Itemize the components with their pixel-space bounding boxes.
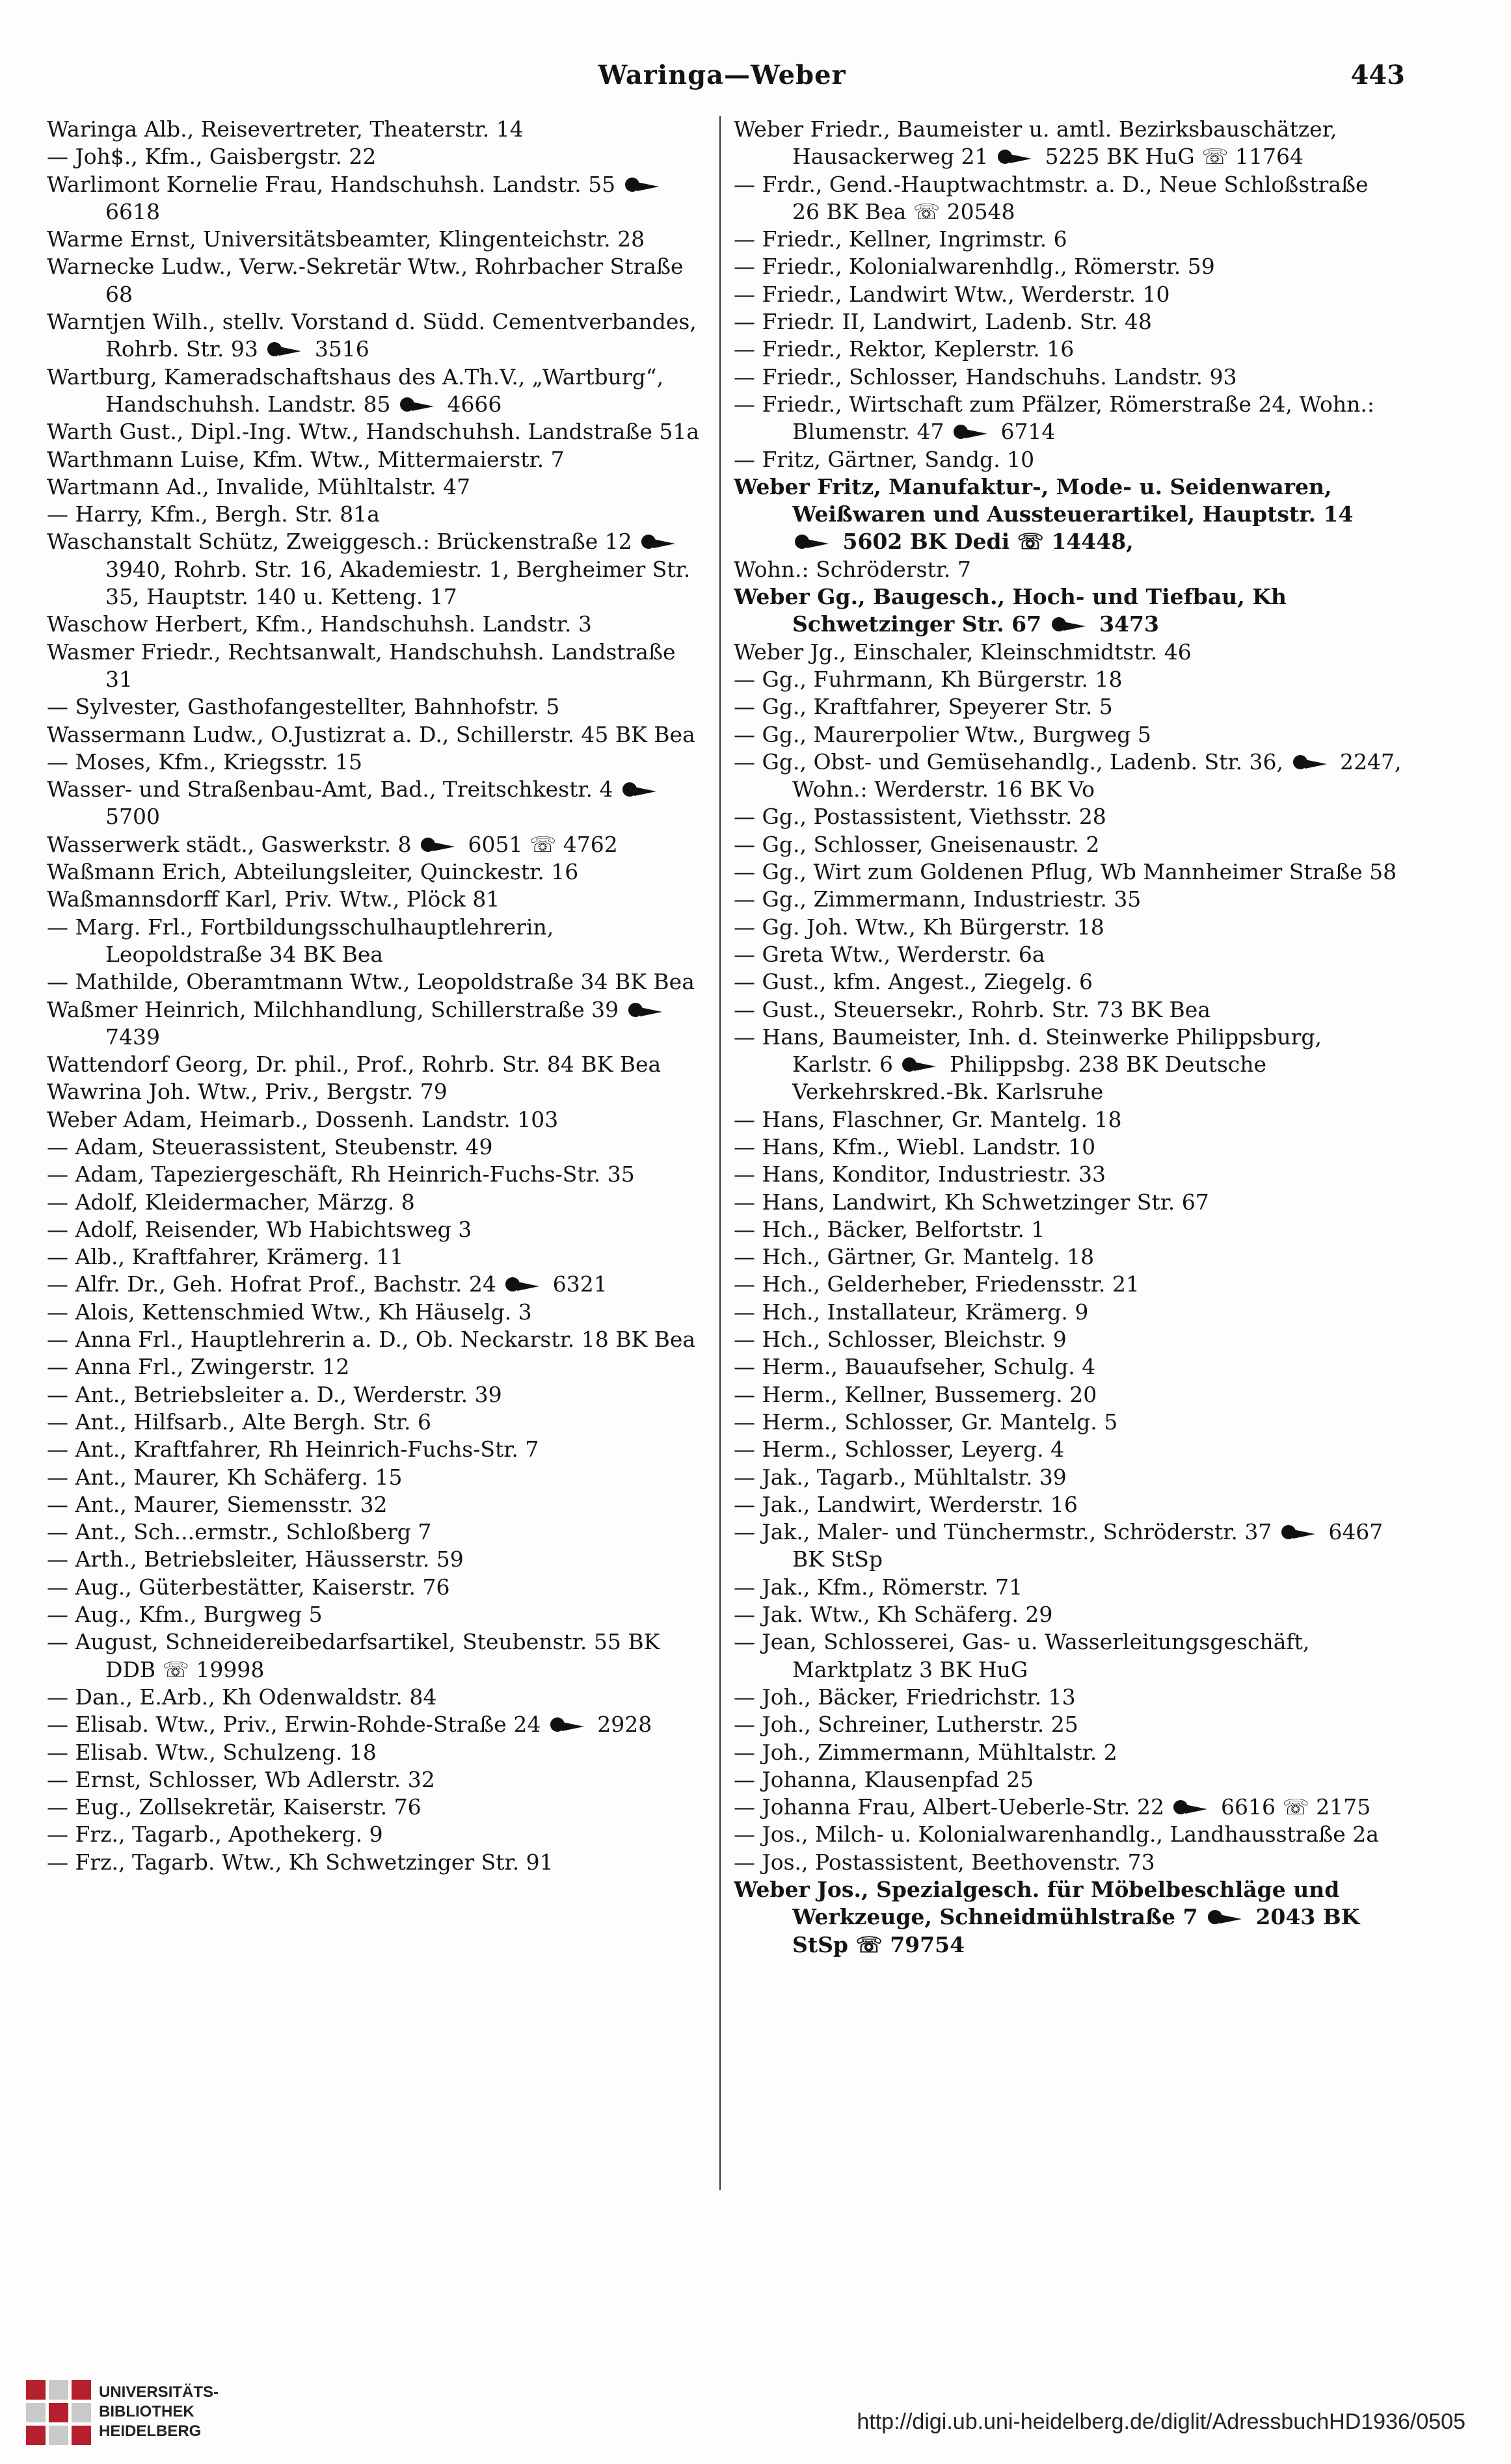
directory-entry: — Aug., Güterbestätter, Kaiserstr. 76 [47, 1574, 450, 1600]
directory-entry: Wasserwerk städt., Gaswerkstr. 8 6051 ☏ 4762 [47, 831, 618, 857]
library-name-line: BIBLIOTHEK [99, 2403, 194, 2420]
directory-entry: Weber Friedr., Baumeister u. amtl. Bezirksbauschätzer, Hausackerweg 21 5225 BK HuG ☏ 11764 [734, 116, 1337, 170]
directory-entry: — Hch., Schlosser, Bleichstr. 9 [734, 1327, 1067, 1353]
library-logo[interactable] [26, 2380, 241, 2452]
directory-entry: — Alb., Kraftfahrer, Krämerg. 11 [47, 1244, 404, 1270]
directory-entry: — Johanna Frau, Albert-Ueberle-Str. 22 6616 ☏ 2175 [734, 1794, 1371, 1820]
column-divider [719, 116, 721, 2190]
left-column [47, 116, 707, 2191]
telephone-icon [267, 341, 305, 358]
directory-entry: — Herm., Bauaufseher, Schulg. 4 [734, 1354, 1096, 1380]
directory-entry: — Hch., Gelderheber, Friedensstr. 21 [734, 1271, 1140, 1297]
telephone-icon [625, 176, 663, 193]
directory-entry: — Gg., Maurerpolier Wtw., Burgweg 5 [734, 721, 1151, 747]
directory-entry: — Alfr. Dr., Geh. Hofrat Prof., Bachstr. 24 6321 [47, 1271, 608, 1297]
directory-entry: — Joh., Schreiner, Lutherstr. 25 [734, 1712, 1078, 1738]
directory-entry: — Hans, Baumeister, Inh. d. Steinwerke Philippsburg, Karlstr. 6 Philippsbg. 238 BK Deutsche Verkehrskred.-Bk. Karlsruhe [734, 1024, 1322, 1105]
library-name [99, 2383, 219, 2441]
telephone-icon [628, 1001, 666, 1018]
directory-entry: — Friedr., Wirtschaft zum Pfälzer, Römerstraße 24, Wohn.: Blumenstr. 47 6714 [734, 391, 1374, 445]
directory-entry: — Friedr., Schlosser, Handschuhs. Landstr. 93 [734, 364, 1237, 390]
directory-entry: — Herm., Schlosser, Gr. Mantelg. 5 [734, 1409, 1118, 1435]
directory-entry: — Gg., Obst- und Gemüsehandlg., Ladenb. Str. 36, 2247, Wohn.: Werderstr. 16 BK Vo [734, 748, 1402, 802]
directory-entry: Wohn.: Schröderstr. 7 [734, 556, 971, 582]
directory-entry: Waßmannsdorff Karl, Priv. Wtw., Plöck 81 [47, 886, 500, 912]
directory-entry: — Jak., Kfm., Römerstr. 71 [734, 1574, 1023, 1600]
telephone-icon [998, 148, 1036, 165]
directory-entry: — Hch., Installateur, Krämerg. 9 [734, 1299, 1089, 1325]
page-header [39, 60, 1405, 99]
directory-entry: — Friedr., Rektor, Keplerstr. 16 [734, 336, 1075, 362]
directory-entry: — Harry, Kfm., Bergh. Str. 81a [47, 501, 380, 527]
telephone-icon [1173, 1799, 1211, 1816]
directory-entry: — Herm., Schlosser, Leyerg. 4 [734, 1437, 1065, 1463]
directory-entry: Wartburg, Kameradschaftshaus des A.Th.V., „Wartburg“, Handschuhsh. Landstr. 85 4666 [47, 364, 664, 417]
directory-entry: — Adam, Tapeziergeschäft, Rh Heinrich-Fuchs-Str. 35 [47, 1161, 635, 1187]
directory-entry: — Adolf, Reisender, Wb Habichtsweg 3 [47, 1216, 472, 1242]
directory-entry: — Adolf, Kleidermacher, Märzg. 8 [47, 1189, 415, 1215]
directory-entry: — Aug., Kfm., Burgweg 5 [47, 1602, 323, 1628]
directory-entry: — Gg. Joh. Wtw., Kh Bürgerstr. 18 [734, 914, 1104, 940]
directory-entry: — Joh., Bäcker, Friedrichstr. 13 [734, 1684, 1076, 1710]
directory-entry: — Friedr., Kellner, Ingrimstr. 6 [734, 226, 1067, 252]
library-name-line: HEIDELBERG [99, 2422, 202, 2440]
source-url-link[interactable]: http://digi.ub.uni-heidelberg.de/diglit/AdressbuchHD1936/0505 [857, 2409, 1465, 2434]
directory-entry: — Adam, Steuerassistent, Steubenstr. 49 [47, 1133, 493, 1159]
directory-entry: — Herm., Kellner, Bussemerg. 20 [734, 1381, 1097, 1407]
directory-entry: — Jean, Schlosserei, Gas- u. Wasserleitungsgeschäft, Marktplatz 3 BK HuG [734, 1629, 1310, 1682]
directory-entry: — Gg., Fuhrmann, Kh Bürgerstr. 18 [734, 666, 1123, 692]
directory-entry: — Marg. Frl., Fortbildungsschulhauptlehrerin, Leopoldstraße 34 BK Bea [47, 914, 554, 967]
directory-entry: — Hans, Konditor, Industriestr. 33 [734, 1161, 1106, 1187]
directory-entry: — Ant., Betriebsleiter a. D., Werderstr. 39 [47, 1381, 502, 1407]
directory-entry: — Jak. Wtw., Kh Schäferg. 29 [734, 1602, 1053, 1628]
directory-entry: — Elisab. Wtw., Priv., Erwin-Rohde-Straße 24 2928 [47, 1712, 652, 1738]
directory-entry: Wawrina Joh. Wtw., Priv., Bergstr. 79 [47, 1079, 448, 1105]
directory-entry: — Ant., Hilfsarb., Alte Bergh. Str. 6 [47, 1409, 431, 1435]
directory-entry: — Anna Frl., Hauptlehrerin a. D., Ob. Neckarstr. 18 BK Bea [47, 1327, 696, 1353]
directory-entry: — Anna Frl., Zwingerstr. 12 [47, 1354, 350, 1380]
running-title: Waringa—Weber [598, 60, 846, 90]
directory-entry: — Gg., Zimmermann, Industriestr. 35 [734, 886, 1142, 912]
directory-entry: — Hans, Kfm., Wiebl. Landstr. 10 [734, 1133, 1096, 1159]
directory-entry: — Eug., Zollsekretär, Kaiserstr. 76 [47, 1794, 421, 1820]
directory-entry: — Ant., Maurer, Kh Schäferg. 15 [47, 1464, 403, 1490]
directory-entry: — Ernst, Schlosser, Wb Adlerstr. 32 [47, 1766, 435, 1792]
directory-entry: Waßmann Erich, Abteilungsleiter, Quinckestr. 16 [47, 859, 579, 885]
directory-entry: — Hans, Landwirt, Kh Schwetzinger Str. 67 [734, 1189, 1209, 1215]
telephone-icon [1293, 754, 1331, 771]
telephone-icon [505, 1276, 543, 1293]
telephone-icon [1208, 1909, 1246, 1926]
directory-entry: — Frz., Tagarb., Apothekerg. 9 [47, 1822, 383, 1848]
directory-entry: — Hch., Bäcker, Belfortstr. 1 [734, 1216, 1045, 1242]
directory-entry: — Friedr., Landwirt Wtw., Werderstr. 10 [734, 281, 1170, 307]
directory-entry: Warth Gust., Dipl.-Ing. Wtw., Handschuhsh. Landstraße 51a [47, 419, 700, 445]
directory-entry: — Johanna, Klausenpfad 25 [734, 1766, 1034, 1792]
directory-entry: — August, Schneidereibedarfsartikel, Steubenstr. 55 BK DDB ☏ 19998 [47, 1629, 660, 1682]
directory-entry: — Jos., Postassistent, Beethovenstr. 73 [734, 1849, 1155, 1875]
telephone-icon [1052, 616, 1090, 633]
telephone-icon [550, 1716, 588, 1733]
directory-entry: — Hans, Flaschner, Gr. Mantelg. 18 [734, 1106, 1122, 1132]
directory-entry: — Jak., Landwirt, Werderstr. 16 [734, 1491, 1078, 1517]
directory-entry: — Hch., Gärtner, Gr. Mantelg. 18 [734, 1244, 1095, 1270]
telephone-icon [641, 533, 679, 550]
directory-entry: Waschow Herbert, Kfm., Handschuhsh. Landstr. 3 [47, 611, 592, 637]
directory-entry: — Friedr. II, Landwirt, Ladenb. Str. 48 [734, 309, 1152, 335]
directory-entry: Warme Ernst, Universitätsbeamter, Klingenteichstr. 28 [47, 226, 645, 252]
directory-entry: Wartmann Ad., Invalide, Mühltalstr. 47 [47, 473, 471, 499]
directory-entry: — Jak., Tagarb., Mühltalstr. 39 [734, 1464, 1067, 1490]
directory-entry: — Gust., kfm. Angest., Ziegelg. 6 [734, 969, 1093, 995]
directory-entry: — Ant., Kraftfahrer, Rh Heinrich-Fuchs-Str. 7 [47, 1437, 539, 1463]
directory-entry: Waßmer Heinrich, Milchhandlung, Schillerstraße 39 7439 [47, 996, 707, 1052]
right-column [734, 116, 1402, 2191]
page-footer [0, 2335, 1511, 2464]
directory-entry: Weber Adam, Heimarb., Dossenh. Landstr. 103 [47, 1106, 559, 1132]
directory-entry: Warntjen Wilh., stellv. Vorstand d. Südd. Cementverbandes, Rohrb. Str. 93 3516 [47, 309, 697, 362]
directory-entry: — Jos., Milch- u. Kolonialwarenhandlg., Landhausstraße 2a [734, 1822, 1379, 1848]
directory-entry: — Dan., E.Arb., Kh Odenwaldstr. 84 [47, 1684, 437, 1710]
directory-entry: Waschanstalt Schütz, Zweiggesch.: Brückenstraße 12 3940, Rohrb. Str. 16, Akademiestr. 1, Bergheimer Str. 35, Hauptstr. 140 u. Ketteng. 17 [47, 529, 691, 610]
telephone-icon [622, 781, 660, 798]
directory-entry: — Joh$., Kfm., Gaisbergstr. 22 [47, 144, 377, 170]
directory-entry: — Mathilde, Oberamtmann Wtw., Leopoldstraße 34 BK Bea [47, 969, 695, 995]
telephone-icon [421, 836, 459, 853]
directory-entry: Waringa Alb., Reisevertreter, Theaterstr. 14 [47, 116, 524, 142]
directory-entry-advert: Weber Jos., Spezialgesch. für Möbelbeschläge und Werkzeuge, Schneidmühlstraße 7 2043 BK StSp ☏ 79754 [734, 1877, 1360, 1957]
directory-entry: — Gg., Schlosser, Gneisenaustr. 2 [734, 831, 1100, 857]
directory-entry: — Greta Wtw., Werderstr. 6a [734, 941, 1045, 967]
telephone-icon [400, 396, 438, 413]
telephone-icon [1281, 1524, 1319, 1541]
directory-entry: — Gg., Kraftfahrer, Speyerer Str. 5 [734, 694, 1113, 720]
directory-entry: — Frdr., Gend.-Hauptwachtmstr. a. D., Neue Schloßstraße 26 BK Bea ☏ 20548 [734, 171, 1369, 224]
directory-entry: — Elisab. Wtw., Schulzeng. 18 [47, 1739, 377, 1765]
directory-entry: Warlimont Kornelie Frau, Handschuhsh. Landstr. 55 6618 [47, 171, 707, 226]
directory-entry-advert: Weber Fritz, Manufaktur-, Mode- u. Seidenwaren, Weißwaren und Aussteuerartikel, Hauptstr. 14 5602 BK Dedi ☏ 14448, [734, 473, 1354, 555]
directory-entry: — Sylvester, Gasthofangestellter, Bahnhofstr. 5 [47, 694, 560, 720]
directory-entry: Warthmann Luise, Kfm. Wtw., Mittermaierstr. 7 [47, 446, 565, 472]
directory-entry: — Gust., Steuersekr., Rohrb. Str. 73 BK Bea [734, 996, 1210, 1022]
directory-entry: Weber Jg., Einschaler, Kleinschmidtstr. 46 [734, 639, 1192, 665]
directory-entry: — Gg., Wirt zum Goldenen Pflug, Wb Mannheimer Straße 58 [734, 859, 1397, 885]
directory-entry: Warnecke Ludw., Verw.-Sekretär Wtw., Rohrbacher Straße 68 [47, 254, 684, 307]
telephone-icon [902, 1056, 940, 1073]
library-seal-icon [26, 2380, 91, 2452]
telephone-icon [954, 423, 991, 440]
library-name-line: UNIVERSITÄTS- [99, 2383, 219, 2401]
directory-entry-advert: Weber Gg., Baugesch., Hoch- und Tiefbau, Kh Schwetzinger Str. 67 3473 [734, 584, 1287, 637]
directory-entry: Wattendorf Georg, Dr. phil., Prof., Rohrb. Str. 84 BK Bea [47, 1052, 662, 1078]
directory-entry: Wasser- und Straßenbau-Amt, Bad., Treitschkestr. 4 5700 [47, 776, 707, 831]
directory-entry: — Moses, Kfm., Kriegsstr. 15 [47, 748, 363, 775]
directory-entry: — Fritz, Gärtner, Sandg. 10 [734, 446, 1035, 472]
directory-entry: Wassermann Ludw., O.Justizrat a. D., Schillerstr. 45 BK Bea [47, 721, 695, 747]
telephone-icon [795, 533, 833, 550]
directory-entry: — Alois, Kettenschmied Wtw., Kh Häuselg. 3 [47, 1299, 532, 1325]
directory-entry: — Frz., Tagarb. Wtw., Kh Schwetzinger Str. 91 [47, 1849, 554, 1875]
directory-entry: — Gg., Postassistent, Viethsstr. 28 [734, 804, 1106, 830]
directory-entry: Wasmer Friedr., Rechtsanwalt, Handschuhsh. Landstraße 31 [47, 639, 676, 692]
directory-entry: — Arth., Betriebsleiter, Häusserstr. 59 [47, 1546, 464, 1572]
directory-entry: — Jak., Maler- und Tünchermstr., Schröderstr. 37 6467 BK StSp [734, 1519, 1384, 1572]
page-number: 443 [1350, 60, 1405, 90]
directory-entry: — Friedr., Kolonialwarenhdlg., Römerstr. 59 [734, 254, 1215, 280]
directory-entry: — Ant., Maurer, Siemensstr. 32 [47, 1491, 388, 1517]
directory-entry: — Ant., Sch...ermstr., Schloßberg 7 [47, 1519, 432, 1545]
directory-entry: — Joh., Zimmermann, Mühltalstr. 2 [734, 1739, 1117, 1765]
